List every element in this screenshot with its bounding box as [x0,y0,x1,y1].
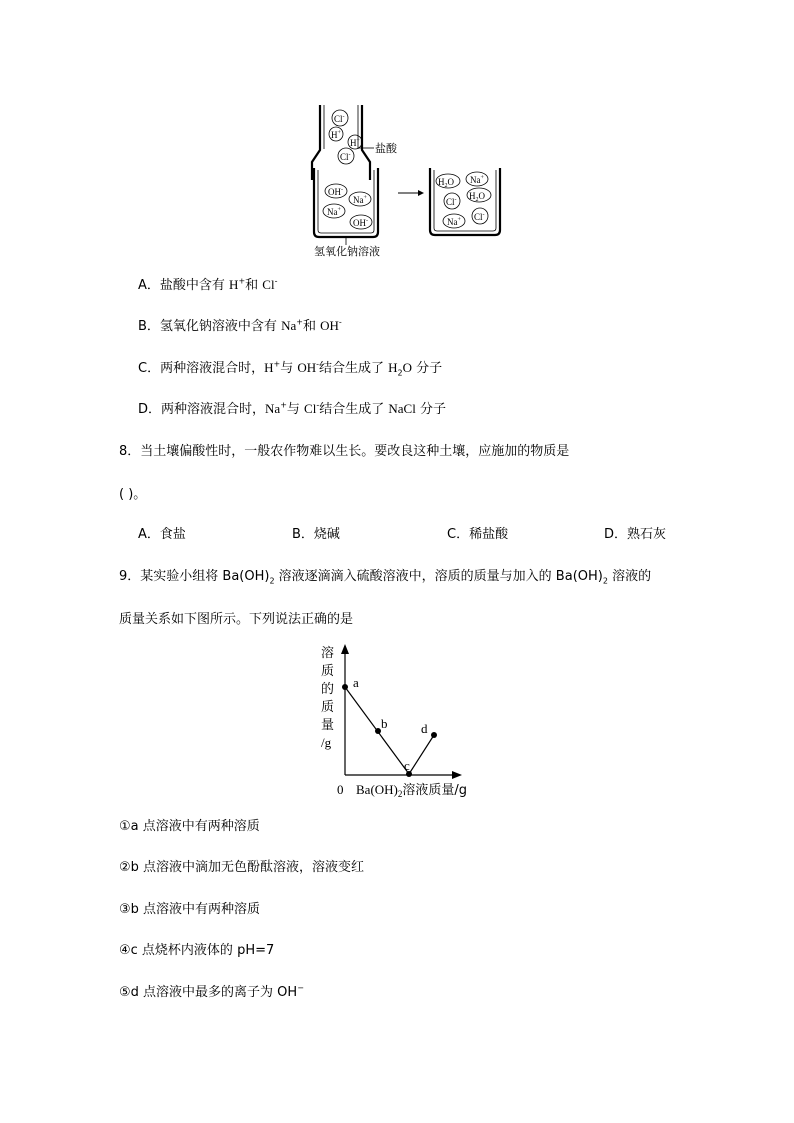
curve-ascending [409,735,434,774]
x-axis-label: $Ba(OH)_2$溶液质量/g [356,782,468,799]
beaker2-na-1: Na+ [470,175,484,185]
y-label-4: 质 [321,700,335,715]
beaker2-cl-1: Cl- [446,197,457,207]
acid-label: 盐酸 [375,142,397,155]
beaker2-cl-2: Cl- [474,212,485,222]
x-axis-arrow [452,771,462,779]
beaker2-h2o-2: $H_2O$ [469,191,485,203]
beaker-1 [314,168,378,237]
beaker2-h2o-1: $H_2O$ [438,177,454,189]
label-b: b [381,716,388,731]
q7-option-b[interactable]: B．氢氧化钠溶液中含有 Na+和 OH- [138,317,342,334]
q9-graph [318,640,478,805]
origin-label: 0 [337,782,344,797]
beaker1-oh-2: OH- [353,218,368,228]
q9-statement-5[interactable]: ⑤d 点溶液中最多的离子为 OH− [119,983,304,1000]
q7-option-c[interactable]: C．两种溶液混合时，H+与 OH-结合生成了 $H_2O$ 分子 [138,359,443,378]
dropper-cl-2: Cl- [340,152,351,162]
beaker1-na-1: Na+ [353,195,367,205]
base-label: 氢氧化钠溶液 [314,245,380,258]
neutralization-diagram [300,100,520,260]
q8-option-c[interactable]: C．稀盐酸 [447,527,509,542]
dropper-h-1: H+ [331,130,341,140]
q8-option-b[interactable]: B．烧碱 [292,527,340,542]
label-c: c [404,758,410,773]
q8-answer-blank[interactable]: ( )。 [119,487,147,502]
q9-statement-1[interactable]: ①a 点溶液中有两种溶质 [119,819,260,834]
label-a: a [353,675,359,690]
q8-option-d[interactable]: D．熟石灰 [604,527,667,542]
q9-statement-4[interactable]: ④c 点烧杯内液体的 pH=7 [119,943,275,958]
q8-stem: 8．当土壤偏酸性时，一般农作物难以生长。要改良这种土壤，应施加的物质是 [119,444,570,459]
point-d [431,732,437,738]
y-label-2: 质 [321,664,335,679]
q7-option-d[interactable]: D．两种溶液混合时，Na+与 Cl-结合生成了 NaCl 分子 [138,400,446,417]
beaker2-na-2: Na+ [447,217,461,227]
y-label-3: 的 [321,682,335,697]
beaker1-na-2: Na+ [327,207,341,217]
q7-option-a[interactable]: A．盐酸中含有 H+和 Cl- [138,276,278,293]
q9-statement-2[interactable]: ②b 点溶液中滴加无色酚酞溶液，溶液变红 [119,860,365,875]
beaker1-oh: OH- [328,187,343,197]
y-label-1: 溶 [321,646,335,661]
q9-statement-3[interactable]: ③b 点溶液中有两种溶质 [119,902,261,917]
y-axis-arrow [341,644,349,654]
q8-option-a[interactable]: A．食盐 [138,527,186,542]
q9-stem: 9．某实验小组将 $Ba(OH)_2$ 溶液逐滴滴入硫酸溶液中，溶质的质量与加入的 $Ba(OH)_2$ 溶液的 [119,569,652,586]
y-label-5: 量 [321,718,335,733]
q9-stem-line2: 质量关系如下图所示。下列说法正确的是 [119,612,354,627]
y-label-6: /g [321,735,332,750]
dropper-h-2: H+ [350,138,360,148]
point-a [342,684,348,690]
dropper-cl-1: Cl- [334,114,345,124]
label-d: d [421,721,428,736]
